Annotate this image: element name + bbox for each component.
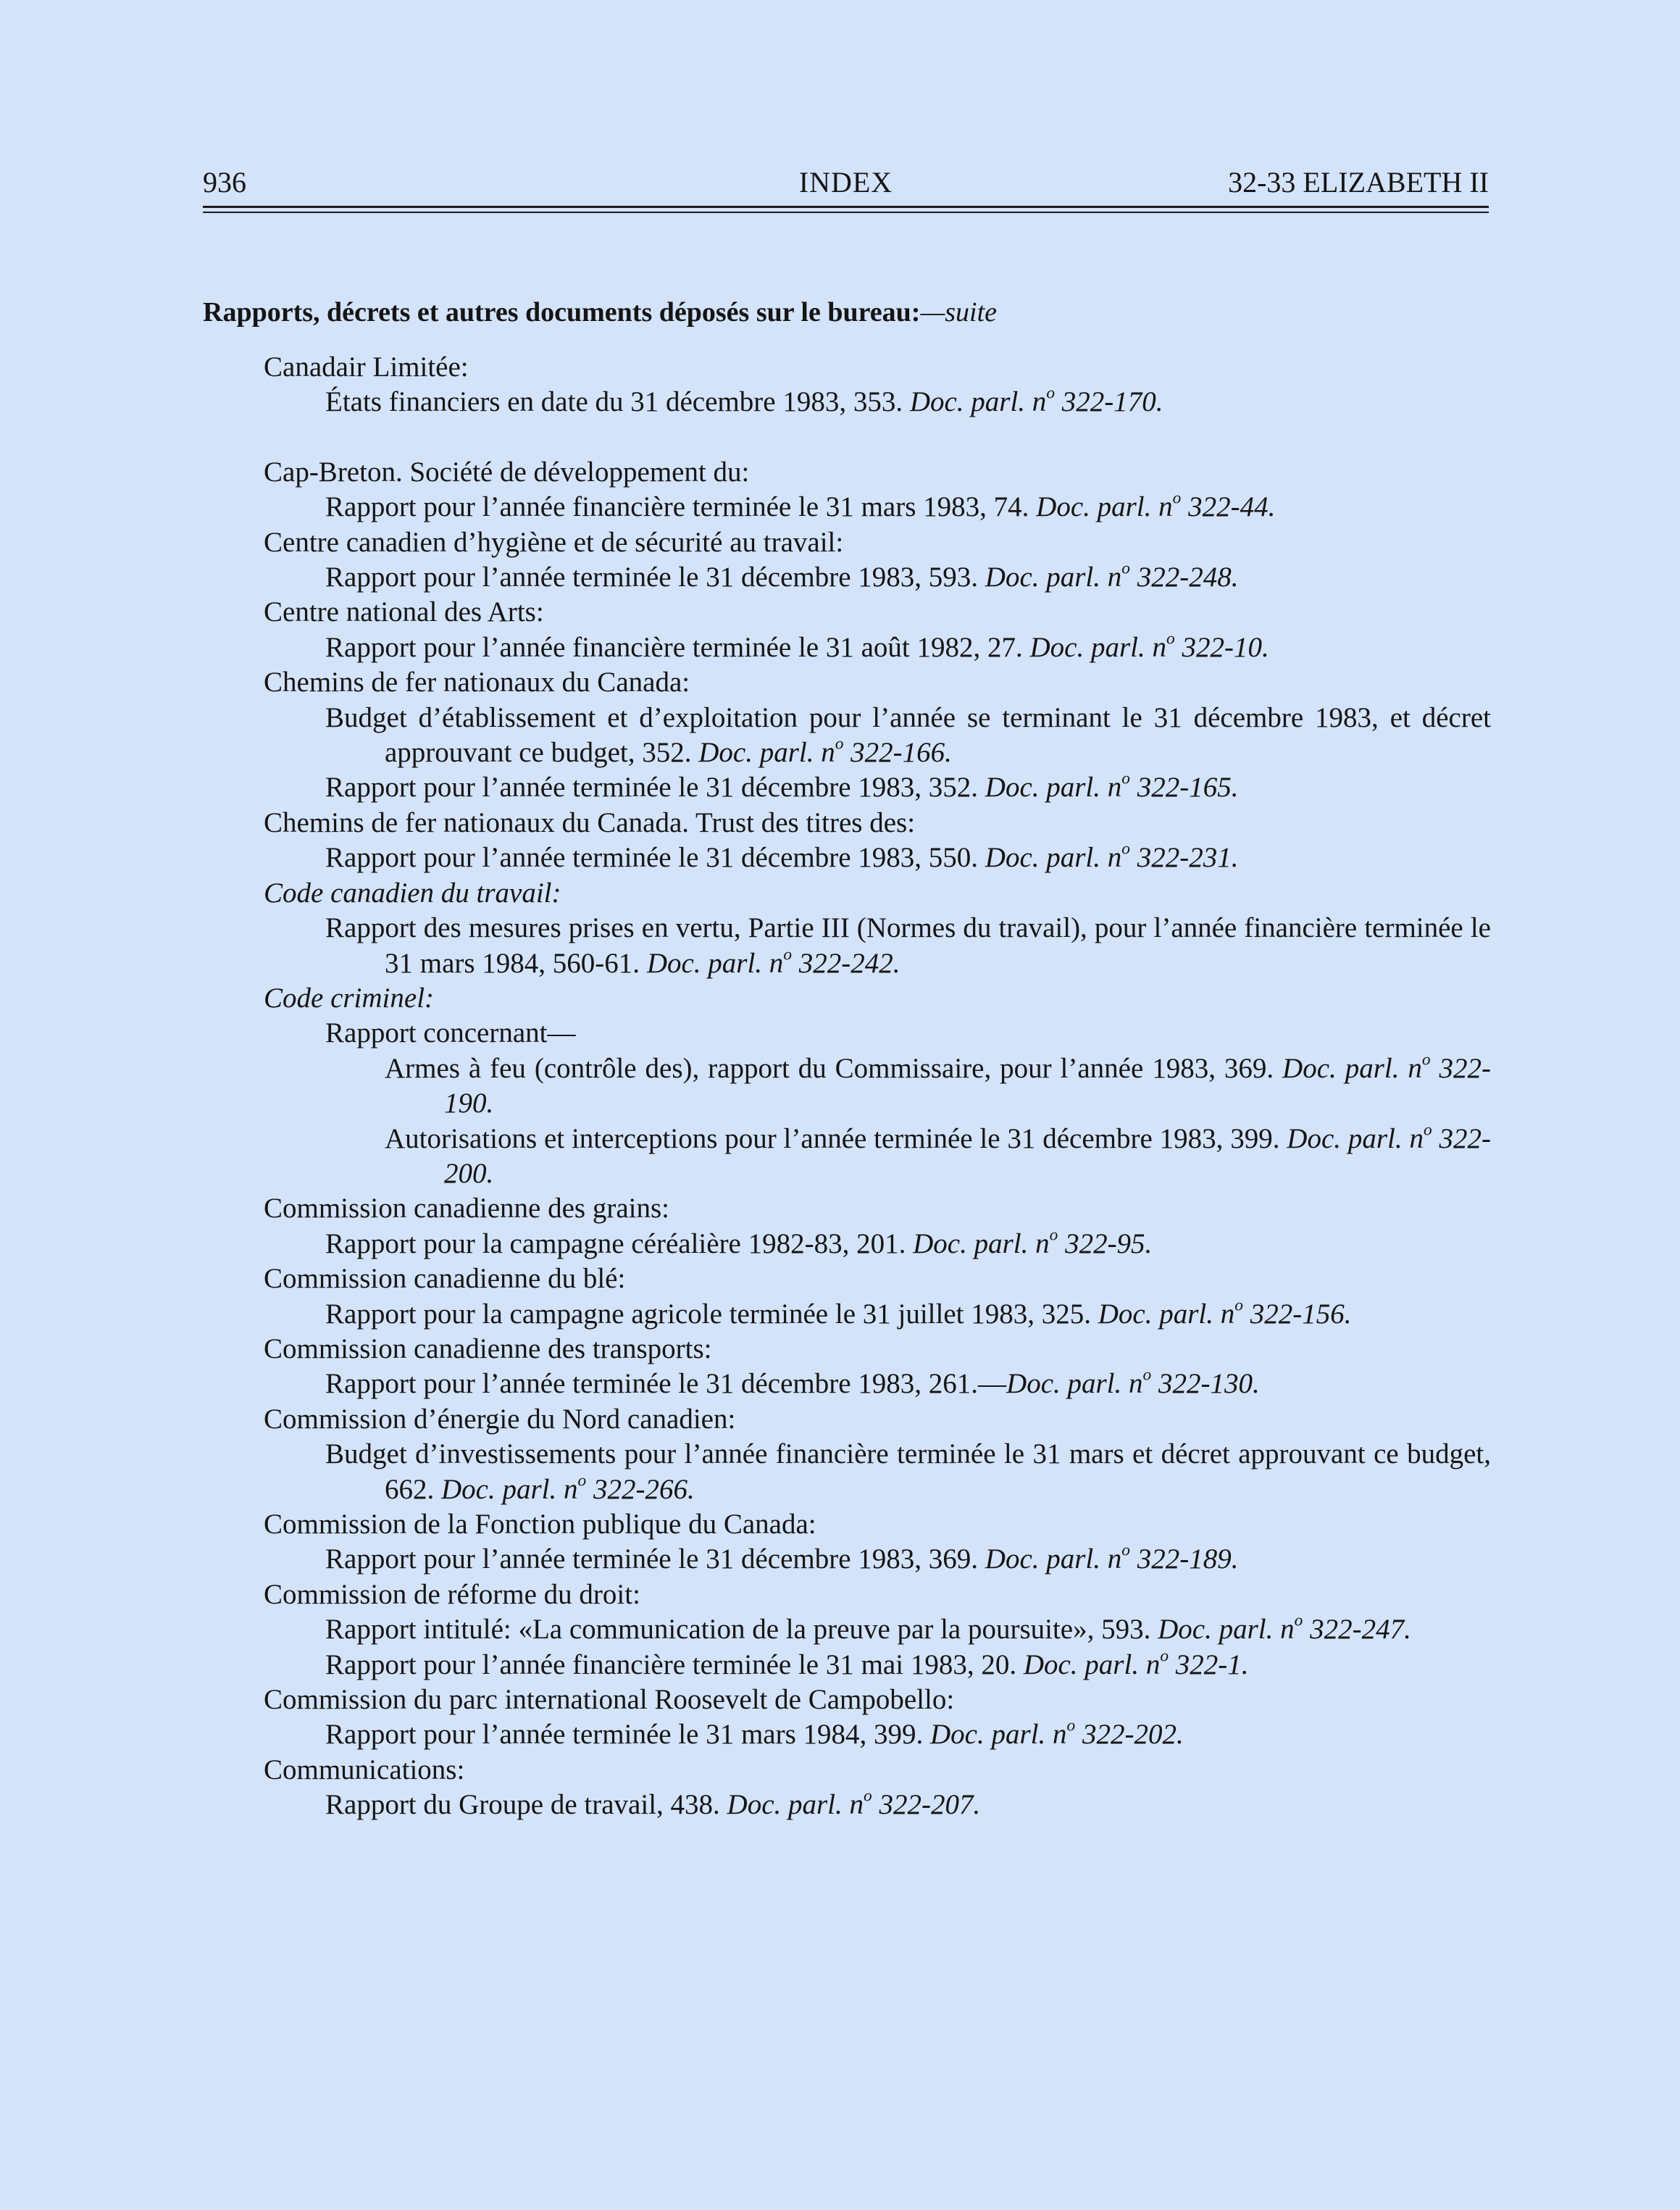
entry-item-text: Rapport pour l’année terminée le 31 décembre 1983, 352.: [325, 772, 985, 804]
index-entries: [264, 350, 1491, 1823]
entry-intro: Rapport concernant—: [325, 1017, 576, 1049]
entry-item-text: Budget d’investissements pour l’année financière terminée le 31 mars et décret approuvant ce budget, 662.: [325, 1438, 1491, 1505]
doc-ref-sup: o: [1172, 488, 1182, 508]
doc-reference: [909, 383, 1163, 418]
entry-item: [325, 385, 1491, 420]
section-heading-suffix: —suite: [920, 297, 998, 328]
entry-name: Canadair Limitée:: [264, 351, 469, 383]
doc-ref-sup: o: [1121, 1540, 1130, 1560]
index-entry: [264, 1577, 1491, 1682]
index-entry: [264, 350, 1491, 420]
doc-ref-prefix: Doc. parl. n: [1006, 1368, 1143, 1400]
doc-ref-number: 322-190.: [444, 1052, 1491, 1119]
entry-name: Commission d’énergie du Nord canadien:: [264, 1403, 736, 1435]
entry-item: [325, 1717, 1491, 1752]
index-entry: [264, 1753, 1491, 1823]
doc-reference: [1098, 1298, 1352, 1330]
doc-ref-prefix: Doc. parl. n: [985, 842, 1122, 874]
entry-item: [325, 1648, 1491, 1682]
doc-ref-prefix: Doc. parl. n: [913, 1227, 1050, 1259]
doc-ref-prefix: Doc. parl. n: [1287, 1122, 1424, 1154]
doc-ref-number: 322-247.: [1303, 1614, 1411, 1646]
entry-item: [325, 1612, 1491, 1647]
doc-ref-number: 322-166.: [843, 737, 952, 769]
entry-item: [325, 1297, 1491, 1332]
doc-ref-sup: o: [577, 1471, 587, 1490]
entry-subitem: [385, 1119, 1491, 1192]
entry-subitem: [385, 1051, 1491, 1122]
doc-reference: [1023, 1646, 1249, 1680]
entry-name: Commission canadienne du blé:: [264, 1263, 626, 1295]
doc-ref-sup: o: [864, 1786, 872, 1806]
entry-name: Centre canadien d’hygiène et de sécurité au travail:: [264, 526, 844, 558]
doc-ref-sup: o: [1142, 1365, 1152, 1385]
entry-item: [325, 911, 1491, 981]
doc-ref-number: 322-156.: [1242, 1298, 1352, 1330]
doc-ref-prefix: Doc. parl. n: [1158, 1614, 1295, 1646]
doc-ref-number: 322-207.: [872, 1789, 981, 1821]
doc-ref-prefix: Doc. parl. n: [727, 1789, 864, 1821]
entry-name: Code criminel:: [264, 982, 435, 1014]
index-entry: [264, 1507, 1491, 1577]
doc-ref-prefix: Doc. parl. n: [1023, 1648, 1161, 1680]
entry-item-text: Rapport pour l’année terminée le 31 décembre 1983, 593.: [325, 562, 985, 593]
doc-ref-sup: o: [1234, 1296, 1243, 1315]
index-entry: [264, 595, 1491, 665]
entry-item-text: Rapport pour l’année terminée le 31 mars 1984, 399.: [325, 1719, 931, 1751]
entry-item: [325, 1227, 1491, 1262]
entry-item-text: Budget d’établissement et d’exploitation pour l’année se terminant le 31 décembre 1983, et décret approuvant ce budget, 352.: [325, 701, 1491, 769]
entry-item: [325, 630, 1491, 665]
doc-ref-number: 322-200.: [444, 1122, 1491, 1189]
doc-ref-prefix: Doc. parl. n: [909, 386, 1047, 418]
section-heading: [203, 293, 1507, 331]
doc-ref-number: 322-189.: [1129, 1543, 1239, 1575]
section-heading-text: Rapports, décrets et autres documents déposés sur le bureau:: [203, 297, 921, 328]
doc-reference: [985, 769, 1239, 804]
doc-ref-number: 322-130.: [1151, 1368, 1260, 1400]
doc-ref-sup: o: [1121, 769, 1130, 788]
doc-ref-prefix: Doc. parl. n: [985, 1543, 1122, 1575]
doc-ref-prefix: Doc. parl. n: [930, 1719, 1067, 1751]
entry-name: Commission de la Fonction publique du Canada:: [264, 1509, 816, 1540]
index-entry: [264, 806, 1491, 876]
doc-ref-number: 322-10.: [1174, 631, 1269, 663]
doc-reference: [985, 559, 1239, 593]
doc-ref-number: 322-231.: [1129, 842, 1239, 874]
entry-item-text: Rapport du Groupe de travail, 438.: [325, 1789, 727, 1821]
page-number: 936: [203, 166, 246, 199]
doc-reference: [985, 839, 1239, 874]
doc-ref-sup: o: [1049, 1225, 1058, 1245]
header-rule-top: [203, 206, 1489, 208]
entry-item-text: Rapport pour l’année terminée le 31 décembre 1983, 261.—: [325, 1368, 1007, 1400]
doc-ref-number: 322-202.: [1075, 1719, 1184, 1751]
entry-item: [325, 560, 1491, 595]
doc-ref-number: 322-248.: [1129, 562, 1239, 593]
doc-ref-prefix: Doc. parl. n: [985, 562, 1122, 593]
entry-gap: [264, 420, 1491, 455]
doc-ref-sup: o: [1121, 559, 1130, 578]
entry-name: Cap-Breton. Société de développement du:: [264, 456, 750, 488]
entry-item: [325, 490, 1491, 525]
doc-reference: [913, 1225, 1153, 1259]
doc-reference: [1158, 1611, 1411, 1646]
entry-name: Commission canadienne des grains:: [264, 1193, 669, 1225]
entry-item: [325, 1788, 1491, 1822]
doc-ref-sup: o: [1166, 629, 1175, 649]
doc-ref-sup: o: [1160, 1646, 1169, 1666]
entry-item-text: États financiers en date du 31 décembre 1983, 353.: [325, 386, 910, 418]
entry-item: [325, 1542, 1491, 1577]
doc-reference: [1029, 629, 1269, 663]
entry-item: [325, 841, 1491, 875]
doc-ref-sup: o: [835, 734, 844, 754]
doc-ref-number: 322-95.: [1058, 1227, 1153, 1259]
doc-ref-number: 322-242.: [792, 947, 900, 979]
page-header: [203, 161, 1489, 204]
doc-ref-number: 322-165.: [1129, 772, 1239, 804]
doc-ref-prefix: Doc. parl. n: [441, 1473, 578, 1505]
entry-name: Commission de réforme du droit:: [264, 1578, 640, 1610]
doc-ref-sup: o: [1294, 1611, 1303, 1630]
doc-reference: [985, 1540, 1239, 1575]
doc-ref-prefix: Doc. parl. n: [1098, 1298, 1235, 1330]
doc-ref-number: 322-1.: [1169, 1648, 1249, 1680]
entry-name: Commission du parc international Roosevelt de Campobello:: [264, 1684, 955, 1716]
doc-ref-number: 322-170.: [1055, 386, 1163, 418]
doc-ref-prefix: Doc. parl. n: [646, 947, 784, 979]
doc-ref-prefix: Doc. parl. n: [698, 737, 835, 769]
doc-ref-number: 322-266.: [586, 1473, 695, 1505]
entry-name: Commission canadienne des transports:: [264, 1333, 712, 1364]
doc-reference: [930, 1716, 1184, 1751]
index-entry: [264, 455, 1491, 525]
entry-name: Centre national des Arts:: [264, 596, 544, 628]
entry-item: [325, 770, 1491, 805]
doc-ref-prefix: Doc. parl. n: [1282, 1052, 1422, 1084]
entry-item: [325, 1437, 1491, 1507]
entry-item-text: Rapport intitulé: «La communication de la preuve par la poursuite», 593.: [325, 1614, 1158, 1646]
doc-ref-sup: o: [1423, 1119, 1432, 1139]
entry-item-text: Rapport pour la campagne agricole terminée le 31 juillet 1983, 325.: [325, 1298, 1098, 1330]
doc-reference: [646, 944, 900, 979]
doc-ref-prefix: Doc. parl. n: [1029, 631, 1166, 663]
index-entry: [264, 876, 1491, 981]
entry-item: [325, 1367, 1491, 1401]
entry-item-text: Rapport pour l’année terminée le 31 décembre 1983, 369.: [325, 1543, 985, 1575]
index-entry: [264, 981, 1491, 1191]
index-entry: [264, 1682, 1491, 1753]
entry-item-text: Rapport pour l’année terminée le 31 décembre 1983, 550.: [325, 842, 985, 874]
doc-ref-sup: o: [1046, 383, 1056, 403]
entry-item-text: Rapport pour l’année financière terminée le 31 mai 1983, 20.: [325, 1648, 1024, 1680]
entry-name: Chemins de fer nationaux du Canada:: [264, 667, 690, 699]
entry-item: [325, 701, 1491, 771]
entry-subitem-text: Autorisations et interceptions pour l’année terminée le 31 décembre 1983, 399.: [385, 1122, 1287, 1154]
entry-name: Communications:: [264, 1754, 465, 1785]
entry-name: Code canadien du travail:: [264, 877, 561, 909]
doc-ref-sup: o: [1421, 1050, 1431, 1069]
entry-subitem-text: Armes à feu (contrôle des), rapport du Commissaire, pour l’année 1983, 369.: [385, 1052, 1283, 1084]
page-title: INDEX: [798, 166, 893, 199]
doc-reference: [1006, 1365, 1260, 1400]
entry-name: Chemins de fer nationaux du Canada. Trust des titres des:: [264, 806, 916, 838]
index-entry: [264, 1402, 1491, 1507]
doc-reference: [1036, 488, 1276, 523]
doc-ref-sup: o: [1066, 1716, 1076, 1735]
index-entry: [264, 665, 1491, 806]
index-entry: [264, 525, 1491, 596]
doc-ref-prefix: Doc. parl. n: [1036, 491, 1173, 523]
index-entry: [264, 1262, 1491, 1332]
entry-item-text: Rapport des mesures prises en vertu, Partie III (Normes du travail), pour l’année financière terminée le 31 mars 1984, 560-61.: [325, 912, 1491, 979]
header-rule-bottom: [203, 212, 1489, 213]
running-head-reign: 32-33 ELIZABETH II: [1228, 166, 1489, 199]
doc-reference: [441, 1471, 695, 1505]
entry-item-text: Rapport pour l’année financière terminée le 31 août 1982, 27.: [325, 631, 1030, 663]
doc-ref-sup: o: [783, 944, 793, 964]
entry-item-text: Rapport pour l’année financière terminée le 31 mars 1983, 74.: [325, 491, 1037, 523]
entry-item-text: Rapport pour la campagne céréalière 1982-83, 201.: [325, 1227, 914, 1259]
doc-reference: [698, 734, 952, 769]
index-entry: [264, 1191, 1491, 1262]
index-entry: [264, 1332, 1491, 1402]
doc-ref-prefix: Doc. parl. n: [985, 772, 1122, 804]
doc-ref-sup: o: [1121, 839, 1130, 859]
doc-ref-number: 322-44.: [1181, 491, 1276, 523]
doc-reference: [727, 1786, 981, 1821]
